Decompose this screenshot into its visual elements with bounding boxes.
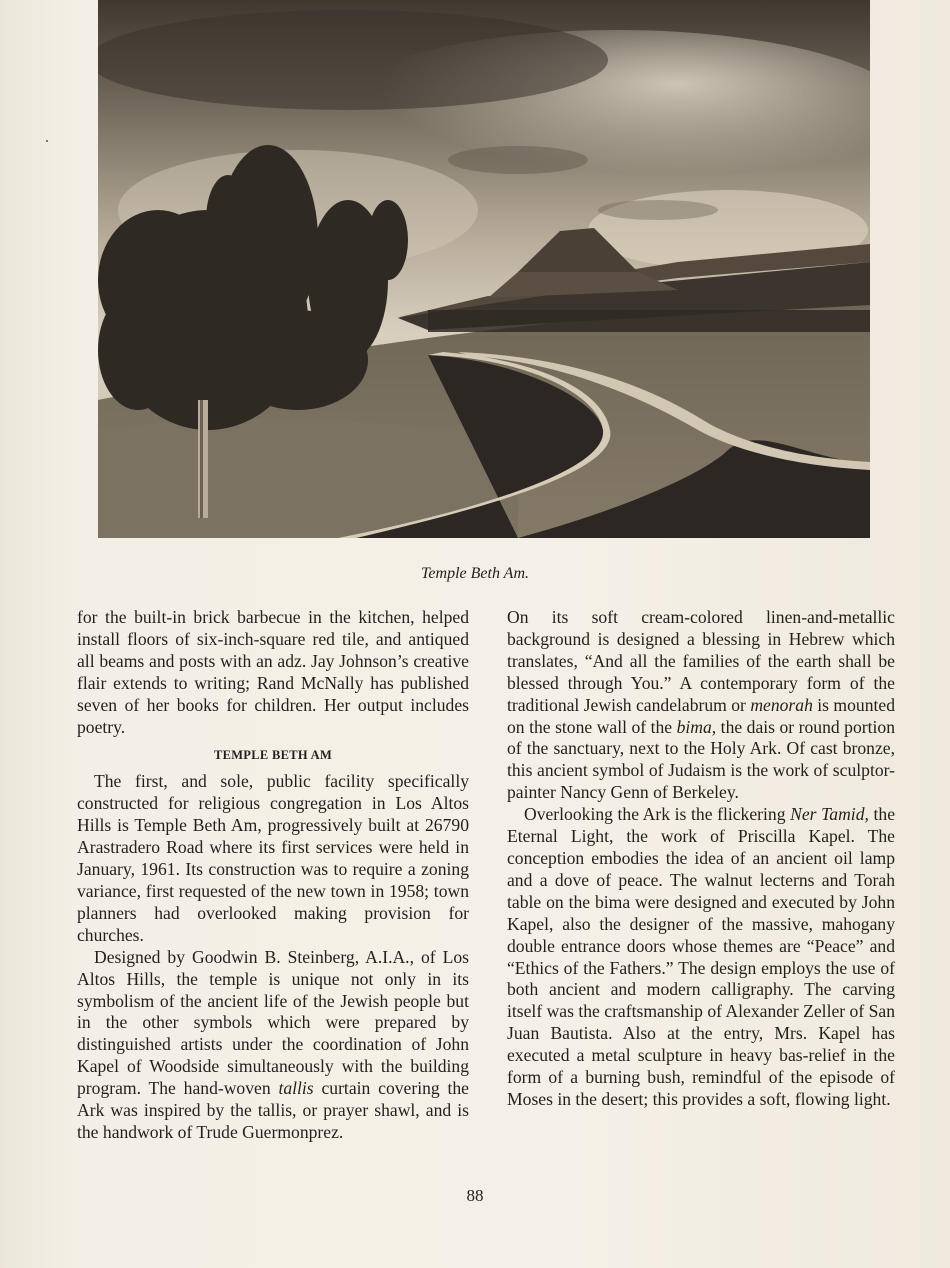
- italic-term-menorah: menorah: [750, 694, 813, 715]
- italic-term-bima: bima,: [676, 716, 717, 737]
- text-run: On its soft cream-colored linen-and-metallic background is designed a blessing in Hebrew which translates, “And all the families of the earth shall be blessed through You.” A contemporary form of the traditional Jewish candelabrum or: [507, 607, 895, 715]
- text-run: the Eternal Light, the work of Priscilla Kapel. The conception embodies the idea of an ancient oil lamp and a dove of peace. The walnut lecterns and Torah table on the bima were designed and executed by John Kapel, also the designer of the massive, mahogany double entrance doors whose themes are “Peace” and “Ethics of the Fathers.” The design employs the use of both ancient and modern calligraphy. The carving itself was the craftsmanship of Alexander Zeller of San Juan Bautista. Also at the entry, Mrs. Kapel has executed a metal sculpture in heavy bas-relief in the form of a burning bush, remindful of the episode of Moses in the desert; this provides a soft, flowing light.: [507, 804, 895, 1109]
- paragraph-ner-tamid: [507, 804, 895, 1111]
- left-column: [77, 607, 469, 1144]
- text-run: Overlooking the Ark is the flickering: [524, 804, 791, 825]
- paragraph-designed-by: [77, 947, 469, 1144]
- text-run: Designed by Goodwin B. Steinberg, A.I.A., of Los Altos Hills, the temple is unique not only in its symbolism of the ancient life of the Jewish people but in the other symbols which were prepared by distinguished artists under the coordination of John Kapel of Woodside simultaneously with the building program. The hand-woven: [77, 946, 469, 1099]
- paragraph-intro: for the built-in brick barbecue in the kitchen, helped install floors of six-inch-square red tile, and antiqued all beams and posts with an adz. Jay Johnson’s creative flair extends to writing; Rand McNally has published seven of her books for children. Her output includes poetry.: [77, 607, 469, 737]
- text-run: curtain covering the Ark was inspired by the tallis, or prayer shawl, and is the handwork of Trude Guermonprez.: [77, 1078, 469, 1142]
- right-column: [507, 607, 895, 1111]
- italic-term-ner-tamid: Ner Tamid,: [790, 804, 869, 825]
- page-number: 88: [466, 1186, 484, 1205]
- text-run: the dais or round portion of the sanctuary, next to the Holy Ark. Of cast bronze, this ancient symbol of Judaism is the work of sculptor-painter Nancy Genn of Berkeley.: [507, 716, 895, 803]
- paragraph-blessing: [507, 607, 895, 804]
- paragraph-first-facility: The first, and sole, public facility specifically constructed for religious congregation in Los Altos Hills is Temple Beth Am, progressively built at 26790 Arastradero Road where its first services were held in January, 1961. Its construction was to require a zoning variance, first requested of the new town in 1958; town planners had overlooked making provision for churches.: [77, 771, 469, 945]
- speck: [46, 140, 48, 142]
- text-run: is mounted on the stone wall of the: [507, 694, 895, 737]
- section-heading: TEMPLE BETH AM: [213, 748, 333, 763]
- photo-caption: Temple Beth Am.: [421, 565, 529, 582]
- temple-photo: [98, 0, 870, 538]
- italic-term-tallis: tallis: [278, 1078, 314, 1099]
